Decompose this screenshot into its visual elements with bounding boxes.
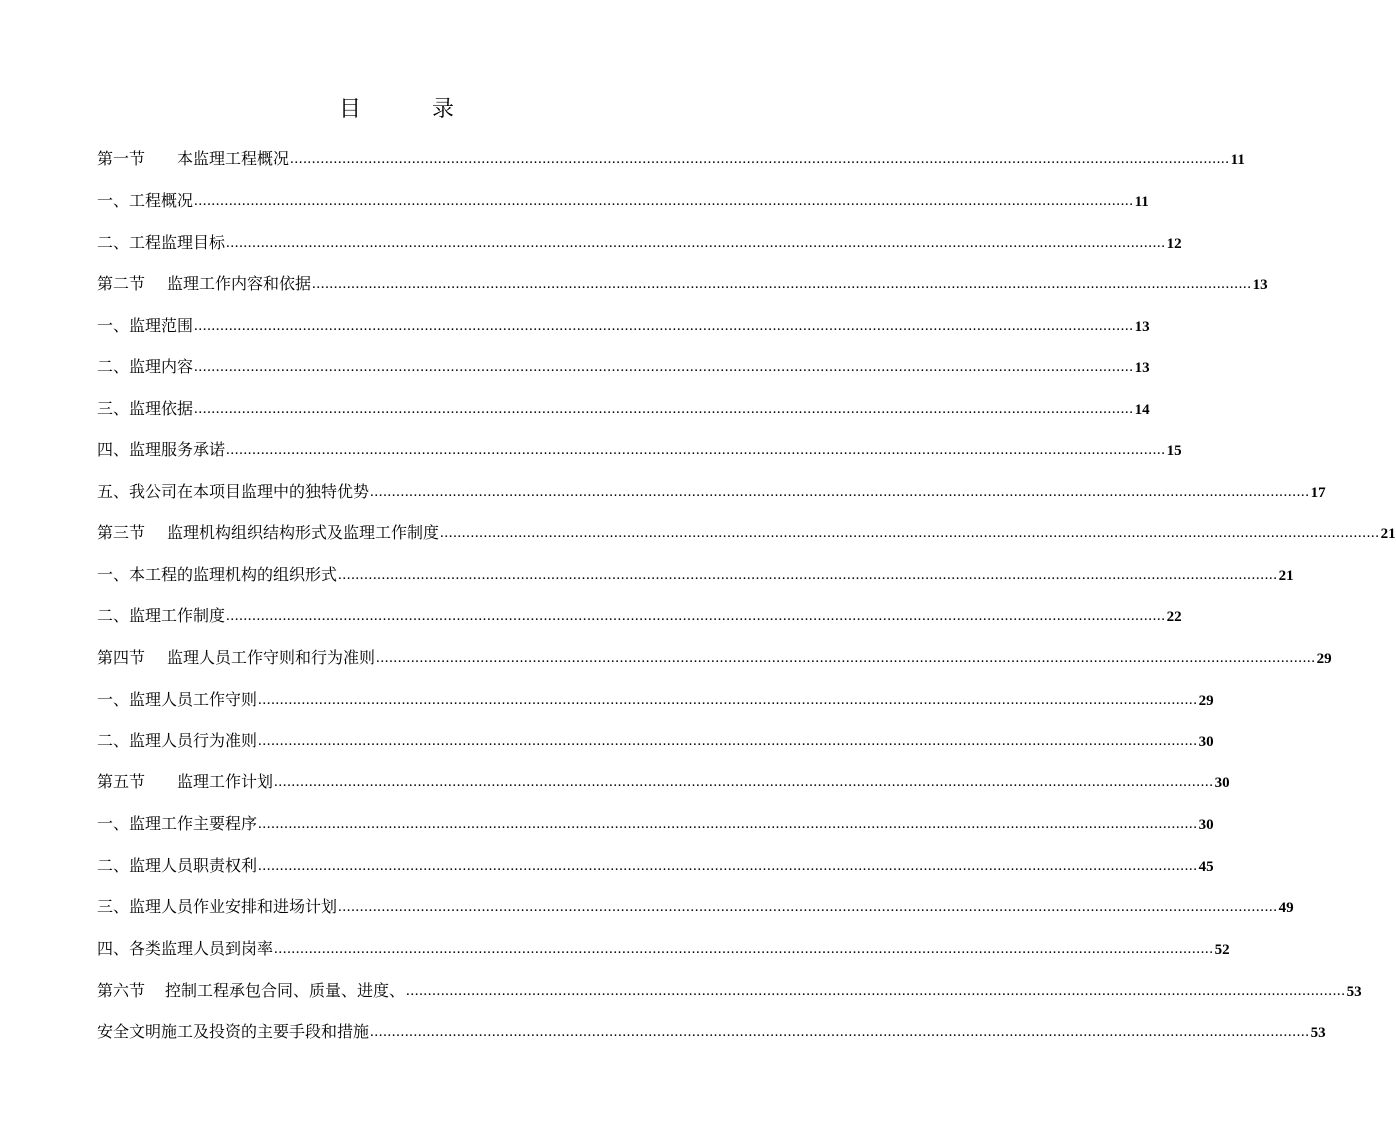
toc-leader-dots: ........................................................................................................................................................................................................................: [440, 525, 1380, 541]
toc-section-title: 本监理工程概况: [177, 149, 290, 168]
toc-entry-title: 二、监理工作制度: [97, 606, 226, 625]
toc-entry-title: 二、监理内容: [97, 357, 194, 376]
toc-leader-dots: ........................................................................................................................................................................................................................: [194, 193, 1134, 209]
toc-leader-dots: ........................................................................................................................................................................................................................: [194, 318, 1134, 334]
toc-entry-title: 四、各类监理人员到岗率: [97, 939, 274, 958]
toc-page-number: 30: [1214, 775, 1230, 791]
toc-page-number: 12: [1166, 236, 1182, 252]
toc-leader-dots: ........................................................................................................................................................................................................................: [274, 941, 1214, 957]
toc-entry[interactable]: [97, 854, 1214, 876]
toc-leader-dots: ........................................................................................................................................................................................................................: [258, 816, 1198, 832]
toc-page-number: 14: [1134, 402, 1150, 418]
toc-entry-title: 一、监理工作主要程序: [97, 814, 258, 833]
toc-section-label: 第四节: [97, 648, 146, 667]
toc-entry[interactable]: [97, 563, 1294, 585]
toc-leader-dots: ........................................................................................................................................................................................................................: [338, 567, 1278, 583]
toc-page-number: 29: [1316, 651, 1332, 667]
toc-entry[interactable]: [97, 480, 1326, 502]
toc-leader-dots: ........................................................................................................................................................................................................................: [406, 983, 1346, 999]
toc-page-number: 21: [1278, 568, 1294, 584]
toc-page-number: 17: [1310, 485, 1326, 501]
toc-entry[interactable]: [97, 729, 1214, 751]
toc-leader-dots: ........................................................................................................................................................................................................................: [338, 899, 1278, 915]
toc-page-number: 13: [1252, 277, 1268, 293]
toc-page-number: 22: [1166, 609, 1182, 625]
toc-section-title: 监理人员工作守则和行为准则: [167, 648, 376, 667]
toc-section-label: 第一节: [97, 149, 146, 168]
toc-entry[interactable]: [97, 355, 1150, 377]
toc-entry[interactable]: [97, 604, 1182, 626]
toc-section-title: 控制工程承包合同、质量、进度、: [165, 981, 406, 1000]
toc-entry[interactable]: [97, 688, 1214, 710]
toc-page-number: 30: [1198, 734, 1214, 750]
toc-section-label: 第二节: [97, 274, 146, 293]
toc-entry[interactable]: [97, 231, 1182, 253]
toc-entry-section[interactable]: [97, 770, 1230, 792]
toc-leader-dots: ........................................................................................................................................................................................................................: [290, 151, 1230, 167]
toc-entry-title: 一、监理范围: [97, 316, 194, 335]
toc-page-number: 45: [1198, 859, 1214, 875]
toc-page-number: 13: [1134, 319, 1150, 335]
toc-leader-dots: ........................................................................................................................................................................................................................: [312, 276, 1252, 292]
toc-entry-title: 三、监理依据: [97, 399, 194, 418]
toc-entry[interactable]: [97, 397, 1150, 419]
toc-entry[interactable]: [97, 895, 1294, 917]
toc-entry-title: 一、本工程的监理机构的组织形式: [97, 565, 338, 584]
toc-page-number: 11: [1134, 194, 1149, 210]
toc-leader-dots: ........................................................................................................................................................................................................................: [274, 774, 1214, 790]
toc-leader-dots: ........................................................................................................................................................................................................................: [258, 858, 1198, 874]
toc-entry[interactable]: [97, 937, 1230, 959]
toc-entry[interactable]: [97, 314, 1150, 336]
toc-entry-section[interactable]: [97, 272, 1268, 294]
toc-entry-section[interactable]: [97, 979, 1362, 1001]
toc-entry-section[interactable]: [97, 646, 1332, 668]
toc-title: 目 录: [339, 97, 486, 122]
toc-page-number: 29: [1198, 693, 1214, 709]
toc-leader-dots: ........................................................................................................................................................................................................................: [258, 692, 1198, 708]
toc-leader-dots: ........................................................................................................................................................................................................................: [194, 359, 1134, 375]
toc-page-number: 13: [1134, 360, 1150, 376]
toc-section-label: 第三节: [97, 523, 146, 542]
toc-page-number: 53: [1310, 1025, 1326, 1041]
toc-section-label: 第六节: [97, 981, 146, 1000]
toc-leader-dots: ........................................................................................................................................................................................................................: [258, 733, 1198, 749]
toc-entry-title: 安全文明施工及投资的主要手段和措施: [97, 1022, 370, 1041]
toc-entry-section[interactable]: [97, 147, 1245, 169]
toc-entry-title: 二、工程监理目标: [97, 233, 226, 252]
toc-leader-dots: ........................................................................................................................................................................................................................: [226, 442, 1166, 458]
toc-page-number: 11: [1230, 152, 1245, 168]
toc-section-title: 监理机构组织结构形式及监理工作制度: [167, 523, 440, 542]
toc-entry-title: 一、监理人员工作守则: [97, 690, 258, 709]
toc-entry-section[interactable]: [97, 521, 1396, 543]
toc-entry[interactable]: [97, 189, 1149, 211]
toc-entry-title: 五、我公司在本项目监理中的独特优势: [97, 482, 370, 501]
toc-page-number: 49: [1278, 900, 1294, 916]
toc-leader-dots: ........................................................................................................................................................................................................................: [370, 484, 1310, 500]
toc-entry[interactable]: [97, 438, 1182, 460]
toc-leader-dots: ........................................................................................................................................................................................................................: [226, 608, 1166, 624]
toc-entry[interactable]: [97, 812, 1214, 834]
toc-entry-title: 三、监理人员作业安排和进场计划: [97, 897, 338, 916]
toc-page-number: 15: [1166, 443, 1182, 459]
toc-entry-title: 四、监理服务承诺: [97, 440, 226, 459]
toc-page-number: 30: [1198, 817, 1214, 833]
toc-entry-title: 二、监理人员行为准则: [97, 731, 258, 750]
toc-entry-title: 一、工程概况: [97, 191, 194, 210]
toc-section-title: 监理工作内容和依据: [167, 274, 312, 293]
toc-section-title: 监理工作计划: [177, 772, 274, 791]
toc-entry[interactable]: [97, 1020, 1326, 1042]
toc-page-number: 53: [1346, 984, 1362, 1000]
toc-leader-dots: ........................................................................................................................................................................................................................: [226, 235, 1166, 251]
toc-page-number: 21: [1380, 526, 1396, 542]
toc-section-label: 第五节: [97, 772, 146, 791]
toc-leader-dots: ........................................................................................................................................................................................................................: [194, 401, 1134, 417]
toc-leader-dots: ........................................................................................................................................................................................................................: [376, 650, 1316, 666]
toc-page-number: 52: [1214, 942, 1230, 958]
toc-entry-title: 二、监理人员职责权利: [97, 856, 258, 875]
toc-leader-dots: ........................................................................................................................................................................................................................: [370, 1024, 1310, 1040]
